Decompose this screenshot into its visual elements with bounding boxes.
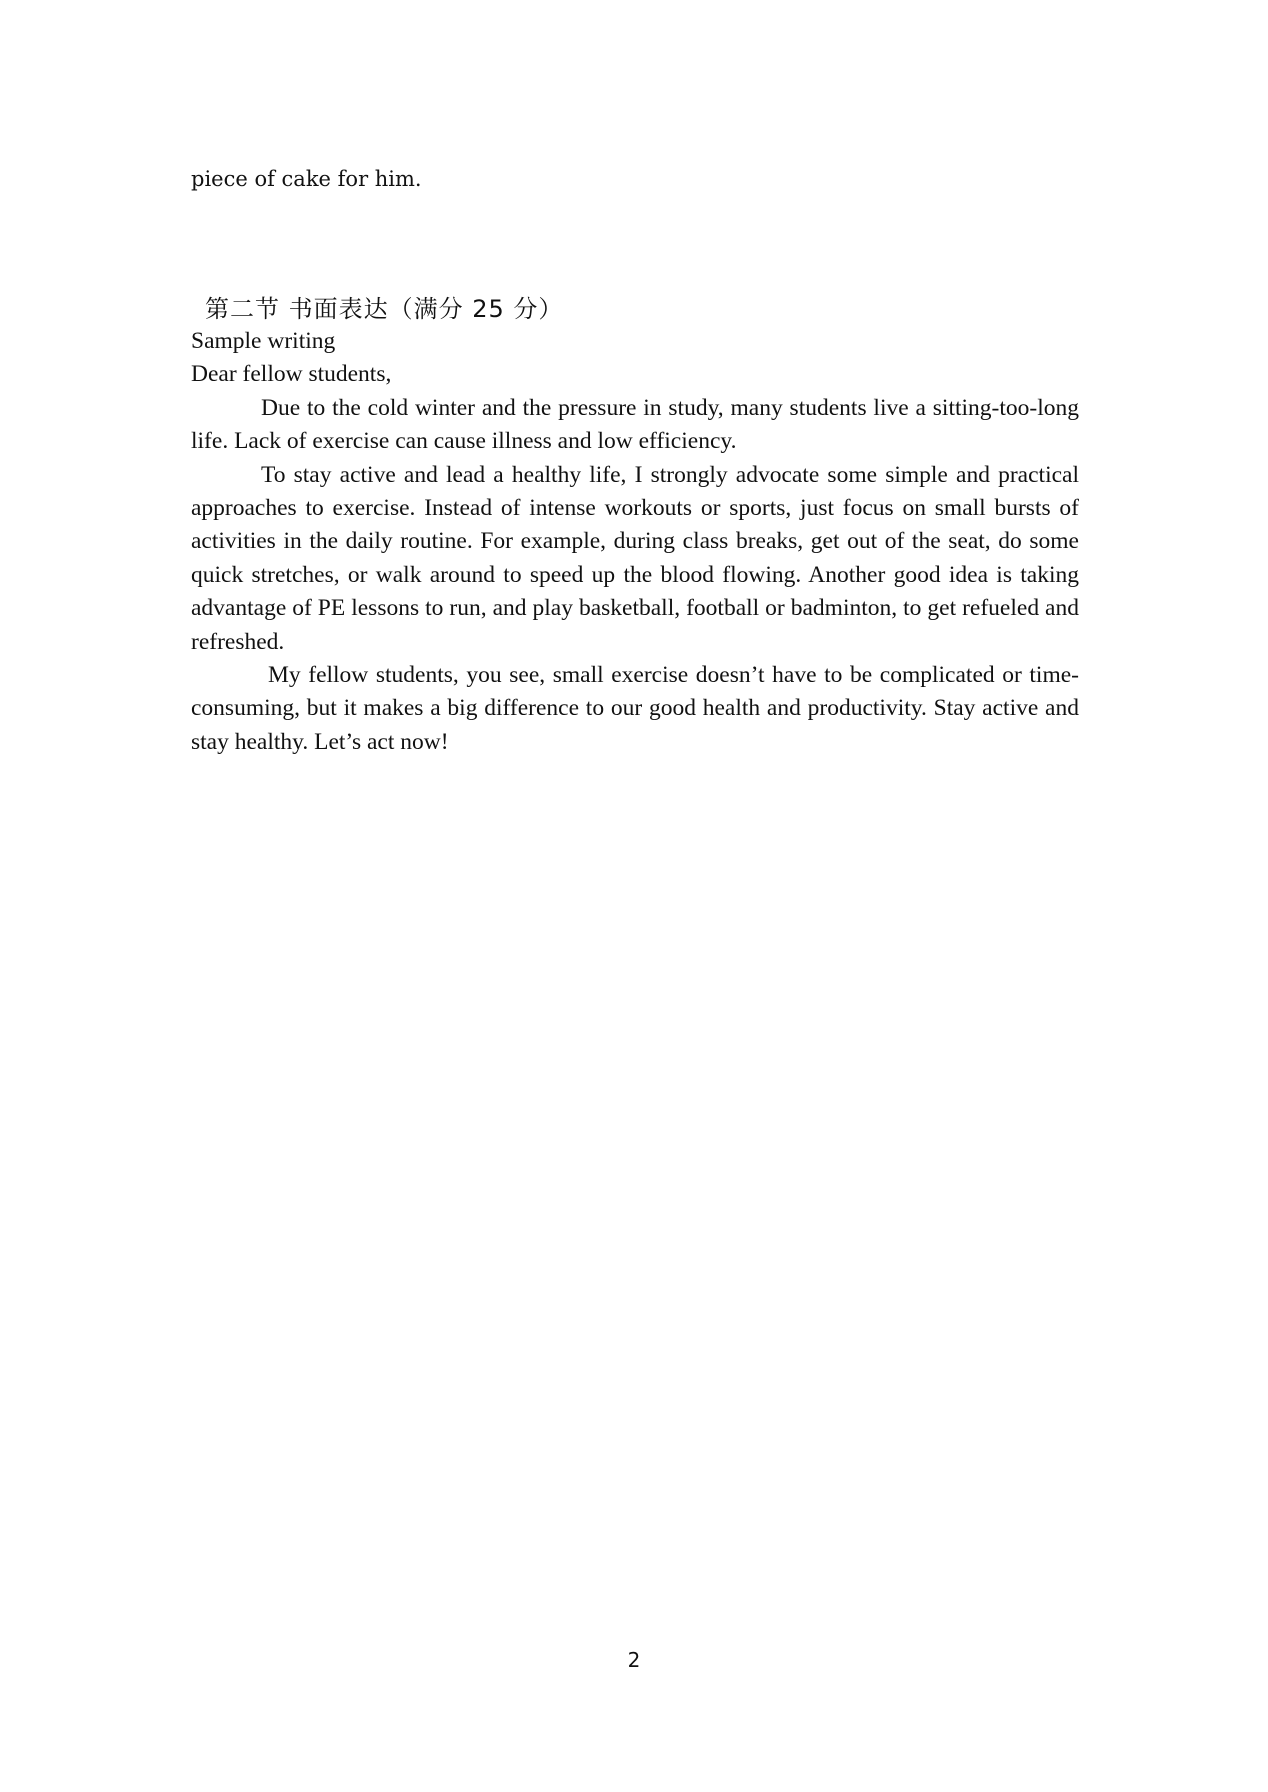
essay-paragraph-1: Due to the cold winter and the pressure in study, many students live a sitting-too-long life. Lack of exercise can cause illness and low efficiency.: [191, 394, 1079, 455]
essay-label: Sample writing: [191, 328, 336, 354]
sample-essay: [191, 325, 1079, 759]
page-number: 2: [627, 1648, 641, 1672]
section-heading: 第二节 书面表达（满分 25 分）: [205, 295, 564, 323]
essay-paragraph-3: My fellow students, you see, small exercise doesn’t have to be complicated or time-consuming, but it makes a big difference to our good health and productivity. Stay active and stay healthy. Let’s act now!: [191, 662, 1079, 755]
essay-paragraph-2: To stay active and lead a healthy life, I strongly advocate some simple and practical approaches to exercise. Instead of intense workouts or sports, just focus on small bursts of activities in the daily routine. For example, during class breaks, get out of the seat, do some quick stretches, or walk around to speed up the blood flowing. Another good idea is taking advantage of PE lessons to run, and play basketball, football or badminton, to get refueled and refreshed.: [191, 461, 1079, 655]
essay-salutation: Dear fellow students,: [191, 361, 392, 388]
continuation-text: piece of cake for him.: [191, 167, 422, 191]
